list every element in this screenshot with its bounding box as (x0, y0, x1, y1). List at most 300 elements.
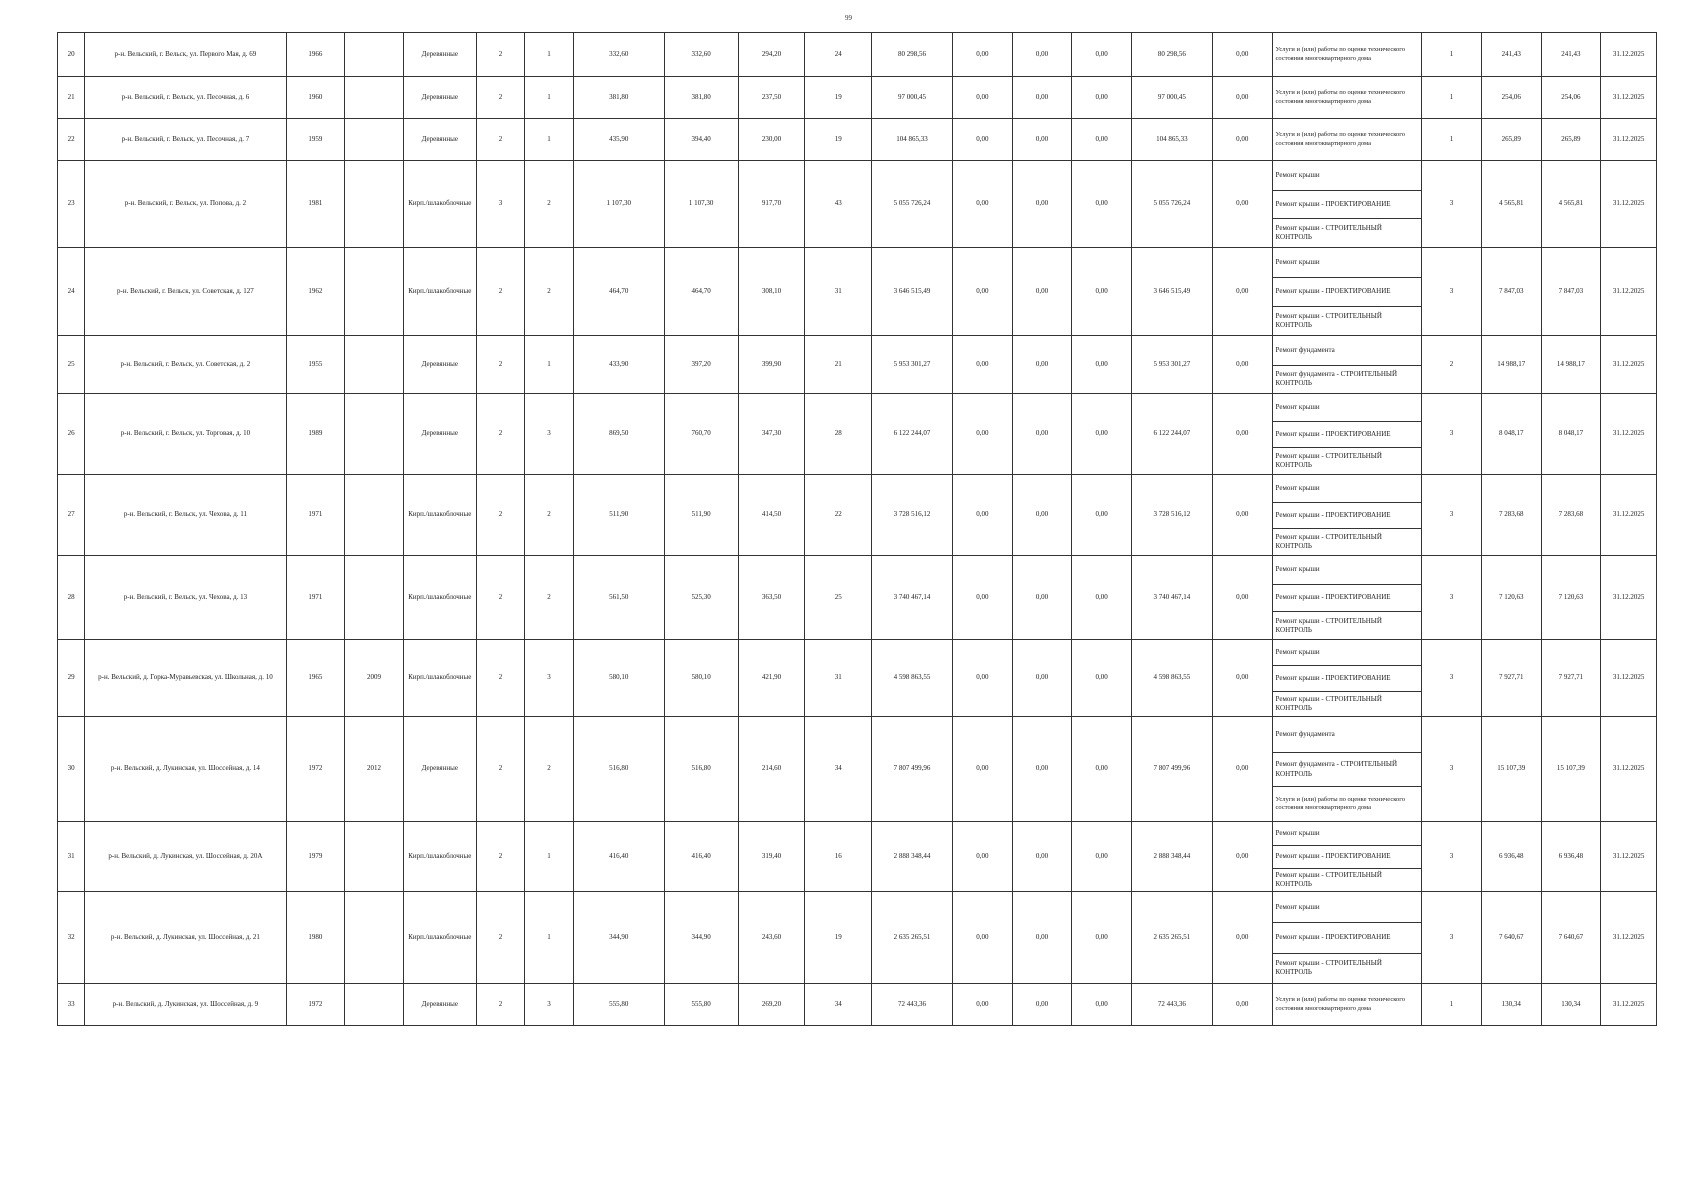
floors-cell: 2 (476, 984, 525, 1026)
residents-cell: 22 (805, 475, 872, 556)
fund-federal-cell: 0,00 (953, 822, 1013, 892)
area-residential-cell: 294,20 (738, 33, 805, 77)
row-number-cell: 31 (58, 822, 85, 892)
unit-cost-cell: 7 283,68 (1481, 475, 1541, 556)
fund-local-cell: 0,00 (1072, 984, 1132, 1026)
address-cell: р-н. Вельский, г. Вельск, ул. Чехова, д. 13 (85, 556, 286, 640)
cost-total-cell: 2 635 265,51 (872, 892, 953, 984)
entrances-cell: 1 (525, 119, 574, 161)
year-built-cell: 1971 (286, 475, 345, 556)
year-built-cell: 1966 (286, 33, 345, 77)
year-renovated-cell (345, 822, 404, 892)
deadline-cell: 31.12.2025 (1601, 717, 1657, 822)
fund-federal-cell: 0,00 (953, 119, 1013, 161)
row-number-cell: 22 (58, 119, 85, 161)
fund-other-cell: 0,00 (1212, 822, 1272, 892)
work-item: Ремонт фундамента - СТРОИТЕЛЬНЫЙ КОНТРОЛЬ (1273, 365, 1422, 394)
fund-regional-cell: 0,00 (1012, 119, 1072, 161)
table-row (58, 984, 1657, 1026)
table-row (58, 892, 1657, 984)
entrances-cell: 2 (525, 475, 574, 556)
address-cell: р-н. Вельский, д. Лукинская, ул. Шоссейная, д. 9 (85, 984, 286, 1026)
works-cell (1272, 394, 1422, 475)
address-cell: р-н. Вельский, г. Вельск, ул. Попова, д. 2 (85, 161, 286, 248)
fund-other-cell: 0,00 (1212, 336, 1272, 394)
fund-regional-cell: 0,00 (1012, 33, 1072, 77)
area-living-cell: 516,80 (664, 717, 738, 822)
unit-cost-limit-cell: 7 927,71 (1541, 640, 1601, 717)
table-row (58, 394, 1657, 475)
work-item: Ремонт крыши - СТРОИТЕЛЬНЫЙ КОНТРОЛЬ (1273, 868, 1422, 891)
cost-total-cell: 80 298,56 (872, 33, 953, 77)
fund-local-cell: 0,00 (1072, 248, 1132, 336)
fund-local-cell: 0,00 (1072, 475, 1132, 556)
table-row (58, 77, 1657, 119)
entrances-cell: 1 (525, 822, 574, 892)
works-cell (1272, 475, 1422, 556)
page-number: 99 (845, 14, 852, 22)
floors-cell: 3 (476, 161, 525, 248)
table-row (58, 336, 1657, 394)
fund-local-cell: 0,00 (1072, 892, 1132, 984)
work-item: Ремонт фундамента (1275, 729, 1335, 738)
fund-owners-cell: 80 298,56 (1131, 33, 1212, 77)
work-item: Ремонт крыши (1275, 828, 1320, 837)
year-built-cell: 1981 (286, 161, 345, 248)
work-item: Ремонт крыши - ПРОЕКТИРОВАНИЕ (1273, 845, 1422, 868)
entrances-cell: 1 (525, 33, 574, 77)
cost-total-cell: 3 646 515,49 (872, 248, 953, 336)
table-row (58, 556, 1657, 640)
unit-cost-limit-cell: 8 048,17 (1541, 394, 1601, 475)
work-item: Ремонт крыши - ПРОЕКТИРОВАНИЕ (1273, 922, 1422, 952)
works-cell (1272, 248, 1422, 336)
floors-cell: 2 (476, 33, 525, 77)
entrances-cell: 2 (525, 161, 574, 248)
year-built-cell: 1980 (286, 892, 345, 984)
area-living-cell: 394,40 (664, 119, 738, 161)
entrances-cell: 1 (525, 336, 574, 394)
fund-owners-cell: 6 122 244,07 (1131, 394, 1212, 475)
deadline-cell: 31.12.2025 (1601, 394, 1657, 475)
works-count-cell: 3 (1422, 475, 1482, 556)
deadline-cell: 31.12.2025 (1601, 248, 1657, 336)
area-total-cell: 869,50 (573, 394, 664, 475)
unit-cost-limit-cell: 265,89 (1541, 119, 1601, 161)
address-cell: р-н. Вельский, г. Вельск, ул. Советская, д. 127 (85, 248, 286, 336)
unit-cost-limit-cell: 7 640,67 (1541, 892, 1601, 984)
residents-cell: 31 (805, 248, 872, 336)
work-item: Услуги и (или) работы по оценке технического состояния многоквартирного дома (1275, 89, 1406, 105)
fund-owners-cell: 5 055 726,24 (1131, 161, 1212, 248)
work-item: Услуги и (или) работы по оценке технического состояния многоквартирного дома (1275, 46, 1406, 62)
address-cell: р-н. Вельский, д. Лукинская, ул. Шоссейная, д. 20А (85, 822, 286, 892)
unit-cost-cell: 8 048,17 (1481, 394, 1541, 475)
address-cell: р-н. Вельский, г. Вельск, ул. Песочная, д. 6 (85, 77, 286, 119)
wall-material-cell: Деревянные (403, 77, 476, 119)
unit-cost-cell: 265,89 (1481, 119, 1541, 161)
area-total-cell: 464,70 (573, 248, 664, 336)
fund-other-cell: 0,00 (1212, 640, 1272, 717)
area-living-cell: 1 107,30 (664, 161, 738, 248)
fund-other-cell: 0,00 (1212, 984, 1272, 1026)
fund-owners-cell: 3 646 515,49 (1131, 248, 1212, 336)
work-item: Ремонт крыши (1275, 648, 1320, 657)
residents-cell: 34 (805, 984, 872, 1026)
work-item: Ремонт крыши (1275, 565, 1320, 574)
area-residential-cell: 214,60 (738, 717, 805, 822)
fund-federal-cell: 0,00 (953, 336, 1013, 394)
address-cell: р-н. Вельский, д. Горка-Муравьевская, ул. Школьная, д. 10 (85, 640, 286, 717)
row-number-cell: 25 (58, 336, 85, 394)
fund-federal-cell: 0,00 (953, 892, 1013, 984)
deadline-cell: 31.12.2025 (1601, 892, 1657, 984)
wall-material-cell: Кирп./шлакоблочные (403, 248, 476, 336)
unit-cost-limit-cell: 7 283,68 (1541, 475, 1601, 556)
row-number-cell: 30 (58, 717, 85, 822)
fund-local-cell: 0,00 (1072, 33, 1132, 77)
table-row (58, 822, 1657, 892)
works-cell (1272, 822, 1422, 892)
floors-cell: 2 (476, 119, 525, 161)
cost-total-cell: 7 807 499,96 (872, 717, 953, 822)
year-built-cell: 1965 (286, 640, 345, 717)
cost-total-cell: 4 598 863,55 (872, 640, 953, 717)
fund-local-cell: 0,00 (1072, 336, 1132, 394)
unit-cost-limit-cell: 7 120,63 (1541, 556, 1601, 640)
fund-owners-cell: 4 598 863,55 (1131, 640, 1212, 717)
unit-cost-cell: 254,06 (1481, 77, 1541, 119)
residents-cell: 24 (805, 33, 872, 77)
address-cell: р-н. Вельский, г. Вельск, ул. Торговая, д. 10 (85, 394, 286, 475)
area-living-cell: 344,90 (664, 892, 738, 984)
wall-material-cell: Кирп./шлакоблочные (403, 556, 476, 640)
unit-cost-cell: 15 107,39 (1481, 717, 1541, 822)
table-row (58, 475, 1657, 556)
residents-cell: 34 (805, 717, 872, 822)
fund-local-cell: 0,00 (1072, 119, 1132, 161)
year-built-cell: 1959 (286, 119, 345, 161)
entrances-cell: 1 (525, 892, 574, 984)
unit-cost-cell: 241,43 (1481, 33, 1541, 77)
work-item: Ремонт крыши - СТРОИТЕЛЬНЫЙ КОНТРОЛЬ (1273, 691, 1422, 716)
works-cell (1272, 77, 1422, 119)
works-cell (1272, 33, 1422, 77)
cost-total-cell: 5 953 301,27 (872, 336, 953, 394)
year-renovated-cell (345, 119, 404, 161)
works-cell (1272, 119, 1422, 161)
fund-owners-cell: 5 953 301,27 (1131, 336, 1212, 394)
work-item: Ремонт крыши - СТРОИТЕЛЬНЫЙ КОНТРОЛЬ (1273, 953, 1422, 983)
address-cell: р-н. Вельский, д. Лукинская, ул. Шоссейная, д. 14 (85, 717, 286, 822)
area-residential-cell: 917,70 (738, 161, 805, 248)
wall-material-cell: Деревянные (403, 33, 476, 77)
area-living-cell: 580,10 (664, 640, 738, 717)
entrances-cell: 3 (525, 394, 574, 475)
entrances-cell: 2 (525, 556, 574, 640)
fund-regional-cell: 0,00 (1012, 248, 1072, 336)
area-residential-cell: 319,40 (738, 822, 805, 892)
fund-other-cell: 0,00 (1212, 892, 1272, 984)
floors-cell: 2 (476, 640, 525, 717)
fund-regional-cell: 0,00 (1012, 556, 1072, 640)
cost-total-cell: 97 000,45 (872, 77, 953, 119)
fund-other-cell: 0,00 (1212, 394, 1272, 475)
area-living-cell: 525,30 (664, 556, 738, 640)
address-cell: р-н. Вельский, д. Лукинская, ул. Шоссейная, д. 21 (85, 892, 286, 984)
address-cell: р-н. Вельский, г. Вельск, ул. Песочная, д. 7 (85, 119, 286, 161)
fund-owners-cell: 104 865,33 (1131, 119, 1212, 161)
fund-regional-cell: 0,00 (1012, 640, 1072, 717)
wall-material-cell: Кирп./шлакоблочные (403, 822, 476, 892)
floors-cell: 2 (476, 892, 525, 984)
area-residential-cell: 421,90 (738, 640, 805, 717)
cost-total-cell: 104 865,33 (872, 119, 953, 161)
unit-cost-limit-cell: 4 565,81 (1541, 161, 1601, 248)
works-cell (1272, 640, 1422, 717)
residents-cell: 19 (805, 119, 872, 161)
unit-cost-cell: 6 936,48 (1481, 822, 1541, 892)
unit-cost-limit-cell: 6 936,48 (1541, 822, 1601, 892)
area-residential-cell: 363,50 (738, 556, 805, 640)
work-item: Ремонт крыши (1275, 483, 1320, 492)
works-count-cell: 1 (1422, 119, 1482, 161)
wall-material-cell: Деревянные (403, 717, 476, 822)
fund-local-cell: 0,00 (1072, 394, 1132, 475)
unit-cost-limit-cell: 15 107,39 (1541, 717, 1601, 822)
year-renovated-cell (345, 892, 404, 984)
fund-owners-cell: 2 635 265,51 (1131, 892, 1212, 984)
deadline-cell: 31.12.2025 (1601, 161, 1657, 248)
unit-cost-limit-cell: 130,34 (1541, 984, 1601, 1026)
work-item: Ремонт крыши - ПРОЕКТИРОВАНИЕ (1273, 502, 1422, 529)
cost-total-cell: 3 728 516,12 (872, 475, 953, 556)
work-item: Ремонт крыши - СТРОИТЕЛЬНЫЙ КОНТРОЛЬ (1273, 447, 1422, 474)
unit-cost-cell: 7 847,03 (1481, 248, 1541, 336)
works-count-cell: 3 (1422, 822, 1482, 892)
works-count-cell: 3 (1422, 892, 1482, 984)
wall-material-cell: Деревянные (403, 336, 476, 394)
unit-cost-limit-cell: 241,43 (1541, 33, 1601, 77)
area-total-cell: 433,90 (573, 336, 664, 394)
work-item: Услуги и (или) работы по оценке технического состояния многоквартирного дома (1273, 786, 1422, 821)
floors-cell: 2 (476, 717, 525, 822)
fund-federal-cell: 0,00 (953, 394, 1013, 475)
year-built-cell: 1971 (286, 556, 345, 640)
fund-federal-cell: 0,00 (953, 640, 1013, 717)
year-renovated-cell (345, 984, 404, 1026)
fund-other-cell: 0,00 (1212, 33, 1272, 77)
repair-program-table (57, 32, 1657, 1026)
fund-federal-cell: 0,00 (953, 556, 1013, 640)
area-living-cell: 511,90 (664, 475, 738, 556)
unit-cost-limit-cell: 7 847,03 (1541, 248, 1601, 336)
floors-cell: 2 (476, 394, 525, 475)
works-count-cell: 1 (1422, 33, 1482, 77)
works-count-cell: 3 (1422, 394, 1482, 475)
unit-cost-cell: 7 120,63 (1481, 556, 1541, 640)
fund-owners-cell: 3 728 516,12 (1131, 475, 1212, 556)
fund-federal-cell: 0,00 (953, 33, 1013, 77)
area-total-cell: 511,90 (573, 475, 664, 556)
residents-cell: 28 (805, 394, 872, 475)
year-renovated-cell: 2009 (345, 640, 404, 717)
year-renovated-cell (345, 394, 404, 475)
area-total-cell: 561,50 (573, 556, 664, 640)
wall-material-cell: Кирп./шлакоблочные (403, 892, 476, 984)
unit-cost-cell: 130,34 (1481, 984, 1541, 1026)
fund-owners-cell: 2 888 348,44 (1131, 822, 1212, 892)
deadline-cell: 31.12.2025 (1601, 556, 1657, 640)
fund-owners-cell: 97 000,45 (1131, 77, 1212, 119)
floors-cell: 2 (476, 336, 525, 394)
fund-other-cell: 0,00 (1212, 475, 1272, 556)
year-built-cell: 1989 (286, 394, 345, 475)
year-renovated-cell (345, 475, 404, 556)
wall-material-cell: Кирп./шлакоблочные (403, 475, 476, 556)
row-number-cell: 28 (58, 556, 85, 640)
wall-material-cell: Кирп./шлакоблочные (403, 161, 476, 248)
fund-other-cell: 0,00 (1212, 161, 1272, 248)
fund-regional-cell: 0,00 (1012, 717, 1072, 822)
works-cell (1272, 892, 1422, 984)
area-living-cell: 397,20 (664, 336, 738, 394)
area-residential-cell: 347,30 (738, 394, 805, 475)
works-cell (1272, 984, 1422, 1026)
work-item: Ремонт крыши - СТРОИТЕЛЬНЫЙ КОНТРОЛЬ (1273, 218, 1422, 247)
floors-cell: 2 (476, 822, 525, 892)
area-residential-cell: 308,10 (738, 248, 805, 336)
cost-total-cell: 72 443,36 (872, 984, 953, 1026)
fund-owners-cell: 7 807 499,96 (1131, 717, 1212, 822)
works-cell (1272, 556, 1422, 640)
work-item: Ремонт крыши - ПРОЕКТИРОВАНИЕ (1273, 277, 1422, 306)
works-count-cell: 2 (1422, 336, 1482, 394)
floors-cell: 2 (476, 556, 525, 640)
table-row (58, 33, 1657, 77)
year-built-cell: 1962 (286, 248, 345, 336)
wall-material-cell: Деревянные (403, 119, 476, 161)
fund-federal-cell: 0,00 (953, 717, 1013, 822)
deadline-cell: 31.12.2025 (1601, 119, 1657, 161)
fund-regional-cell: 0,00 (1012, 394, 1072, 475)
row-number-cell: 26 (58, 394, 85, 475)
area-living-cell: 416,40 (664, 822, 738, 892)
fund-federal-cell: 0,00 (953, 475, 1013, 556)
works-count-cell: 3 (1422, 640, 1482, 717)
fund-regional-cell: 0,00 (1012, 822, 1072, 892)
work-item: Ремонт крыши - ПРОЕКТИРОВАНИЕ (1273, 190, 1422, 219)
work-item: Ремонт крыши - ПРОЕКТИРОВАНИЕ (1273, 584, 1422, 612)
area-total-cell: 1 107,30 (573, 161, 664, 248)
work-item: Ремонт крыши (1275, 402, 1320, 411)
row-number-cell: 21 (58, 77, 85, 119)
area-total-cell: 332,60 (573, 33, 664, 77)
wall-material-cell: Деревянные (403, 394, 476, 475)
area-total-cell: 416,40 (573, 822, 664, 892)
entrances-cell: 2 (525, 248, 574, 336)
works-count-cell: 3 (1422, 161, 1482, 248)
residents-cell: 25 (805, 556, 872, 640)
work-item: Ремонт крыши - СТРОИТЕЛЬНЫЙ КОНТРОЛЬ (1273, 611, 1422, 639)
address-cell: р-н. Вельский, г. Вельск, ул. Советская, д. 2 (85, 336, 286, 394)
fund-local-cell: 0,00 (1072, 161, 1132, 248)
work-item: Ремонт крыши - ПРОЕКТИРОВАНИЕ (1273, 665, 1422, 690)
area-living-cell: 464,70 (664, 248, 738, 336)
year-renovated-cell (345, 248, 404, 336)
fund-local-cell: 0,00 (1072, 556, 1132, 640)
residents-cell: 19 (805, 892, 872, 984)
area-residential-cell: 269,20 (738, 984, 805, 1026)
fund-owners-cell: 72 443,36 (1131, 984, 1212, 1026)
table-row (58, 640, 1657, 717)
entrances-cell: 3 (525, 640, 574, 717)
year-built-cell: 1972 (286, 984, 345, 1026)
row-number-cell: 33 (58, 984, 85, 1026)
area-total-cell: 435,90 (573, 119, 664, 161)
fund-other-cell: 0,00 (1212, 717, 1272, 822)
year-renovated-cell (345, 33, 404, 77)
year-built-cell: 1972 (286, 717, 345, 822)
area-living-cell: 332,60 (664, 33, 738, 77)
fund-federal-cell: 0,00 (953, 984, 1013, 1026)
fund-regional-cell: 0,00 (1012, 161, 1072, 248)
area-total-cell: 516,80 (573, 717, 664, 822)
work-item: Услуги и (или) работы по оценке технического состояния многоквартирного дома (1275, 131, 1406, 147)
work-item: Ремонт крыши (1275, 257, 1320, 266)
work-item: Ремонт крыши (1275, 902, 1320, 911)
area-residential-cell: 243,60 (738, 892, 805, 984)
works-count-cell: 3 (1422, 717, 1482, 822)
year-renovated-cell (345, 556, 404, 640)
floors-cell: 2 (476, 77, 525, 119)
residents-cell: 16 (805, 822, 872, 892)
works-cell (1272, 161, 1422, 248)
residents-cell: 43 (805, 161, 872, 248)
unit-cost-limit-cell: 254,06 (1541, 77, 1601, 119)
fund-local-cell: 0,00 (1072, 77, 1132, 119)
fund-owners-cell: 3 740 467,14 (1131, 556, 1212, 640)
deadline-cell: 31.12.2025 (1601, 336, 1657, 394)
area-total-cell: 580,10 (573, 640, 664, 717)
year-renovated-cell (345, 77, 404, 119)
works-cell (1272, 336, 1422, 394)
unit-cost-cell: 4 565,81 (1481, 161, 1541, 248)
area-residential-cell: 237,50 (738, 77, 805, 119)
area-living-cell: 381,80 (664, 77, 738, 119)
fund-regional-cell: 0,00 (1012, 77, 1072, 119)
works-count-cell: 3 (1422, 248, 1482, 336)
year-renovated-cell (345, 336, 404, 394)
fund-federal-cell: 0,00 (953, 161, 1013, 248)
fund-regional-cell: 0,00 (1012, 984, 1072, 1026)
row-number-cell: 27 (58, 475, 85, 556)
residents-cell: 31 (805, 640, 872, 717)
unit-cost-cell: 7 640,67 (1481, 892, 1541, 984)
fund-other-cell: 0,00 (1212, 248, 1272, 336)
deadline-cell: 31.12.2025 (1601, 77, 1657, 119)
year-built-cell: 1955 (286, 336, 345, 394)
area-residential-cell: 399,90 (738, 336, 805, 394)
fund-local-cell: 0,00 (1072, 822, 1132, 892)
fund-other-cell: 0,00 (1212, 77, 1272, 119)
cost-total-cell: 3 740 467,14 (872, 556, 953, 640)
fund-regional-cell: 0,00 (1012, 475, 1072, 556)
fund-local-cell: 0,00 (1072, 717, 1132, 822)
work-item: Ремонт фундамента - СТРОИТЕЛЬНЫЙ КОНТРОЛЬ (1273, 752, 1422, 787)
table-row (58, 161, 1657, 248)
unit-cost-cell: 14 988,17 (1481, 336, 1541, 394)
